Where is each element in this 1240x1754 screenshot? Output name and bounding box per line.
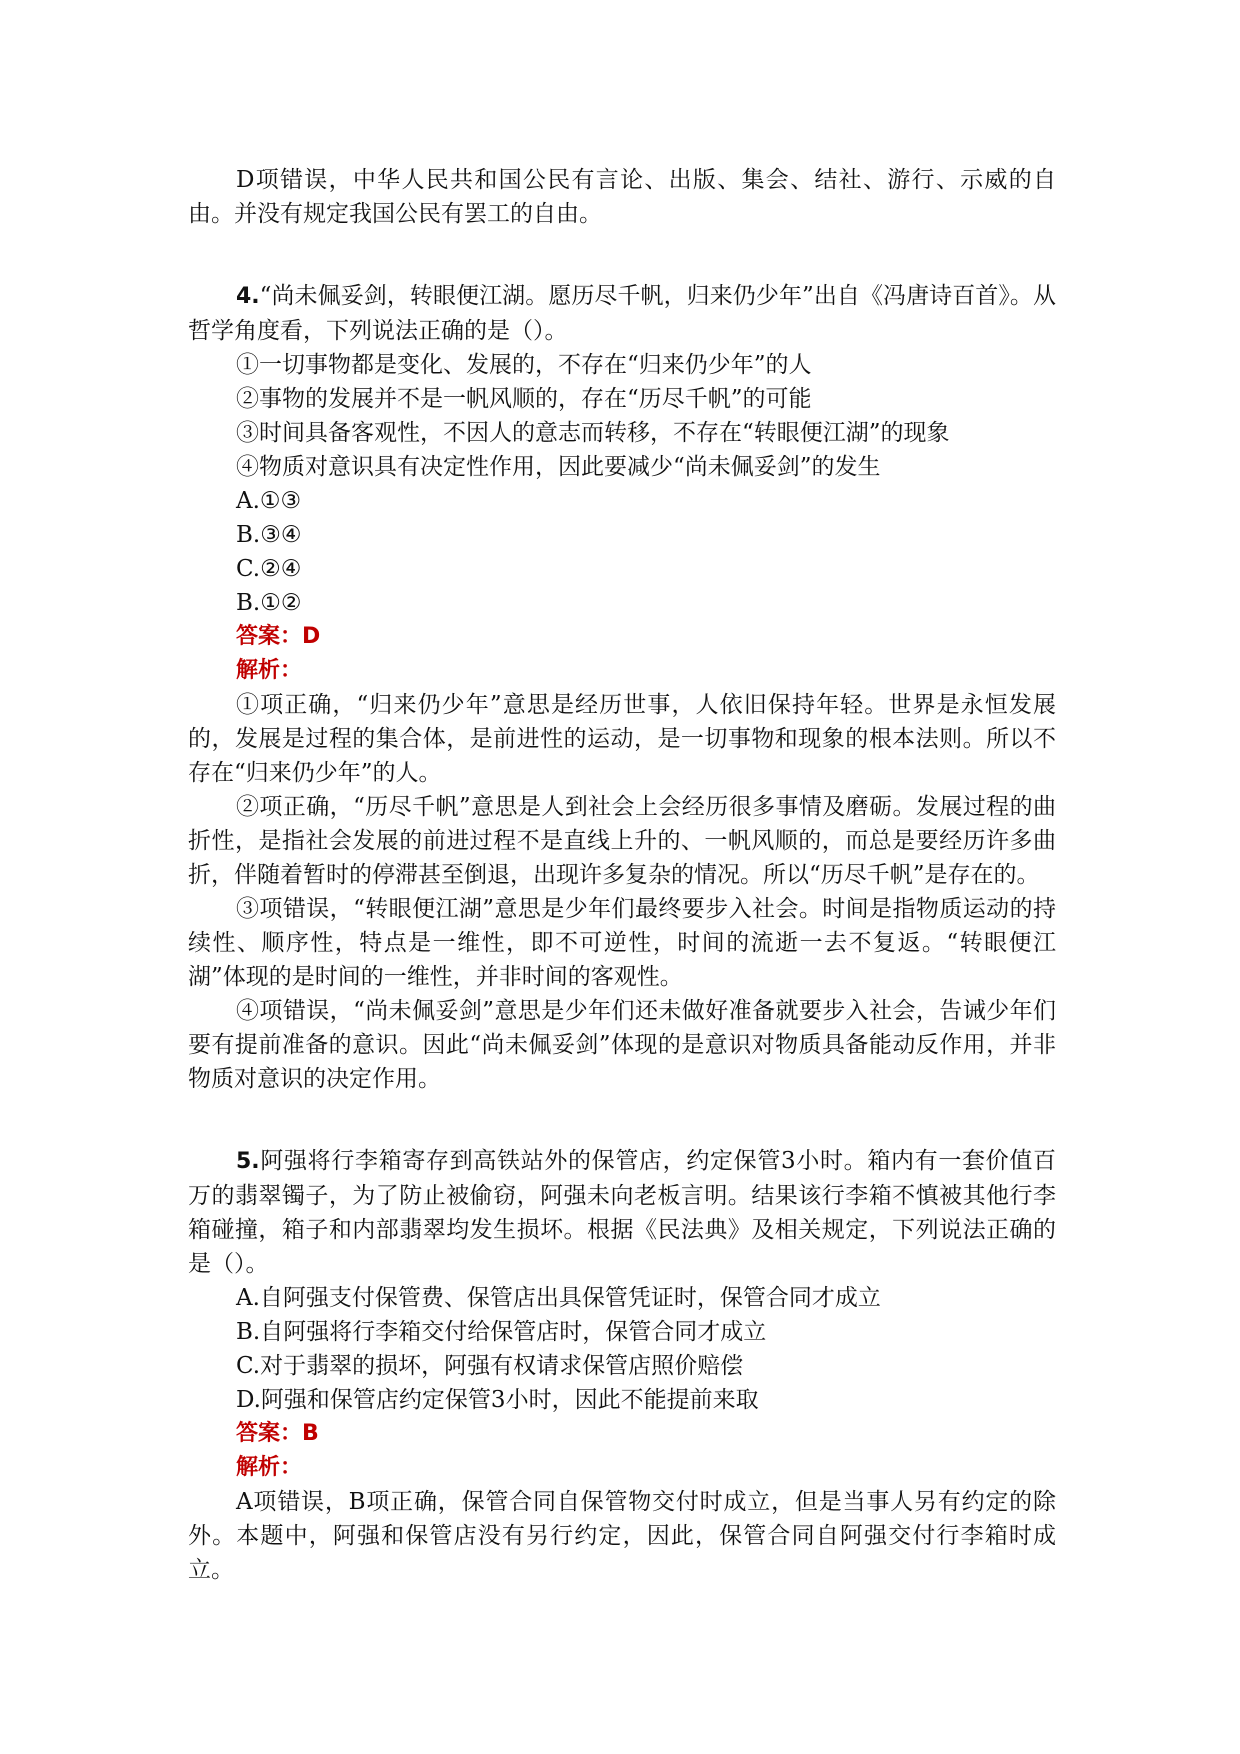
option: A.①③ <box>236 488 302 514</box>
question-4-number: 4. <box>236 284 260 309</box>
option: B.③④ <box>236 522 302 548</box>
analysis-paragraph: ④项错误，“尚未佩妥剑”意思是少年们还未做好准备就要步入社会，告诫少年们要有提前准备的意识。因此“尚未佩妥剑”体现的是意识对物质具备能动反作用，并非物质对意识的决定作用。 <box>188 998 1056 1092</box>
question-5-number: 5. <box>236 1149 260 1174</box>
analysis-paragraph: ③项错误，“转眼便江湖”意思是少年们最终要步入社会。时间是指物质运动的持续性、顺序性，特点是一维性，即不可逆性，时间的流逝一去不复返。“转眼便江湖”体现的是时间的一维性，并非时间的客观性。 <box>188 896 1056 990</box>
question-5-text: 阿强将行李箱寄存到高铁站外的保管店，约定保管3小时。箱内有一套价值百万的翡翠镯子，为了防止被偷窃，阿强未向老板言明。结果该行李箱不慎被其他行李箱碰撞，箱子和内部翡翠均发生损坏。根据《民法典》及相关规定，下列说法正确的是（）。 <box>188 1148 1056 1277</box>
option: B.自阿强将行李箱交付给保管店时，保管合同才成立 <box>236 1319 767 1345</box>
option: A.自阿强支付保管费、保管店出具保管凭证时，保管合同才成立 <box>236 1285 881 1311</box>
option: D.阿强和保管店约定保管3小时，因此不能提前来取 <box>236 1387 759 1413</box>
question-4-stem <box>188 279 1056 348</box>
question-5 <box>188 1144 1056 1587</box>
question-4 <box>188 279 1056 1096</box>
answer-label: 答案：B <box>236 1421 319 1446</box>
statement: ①一切事物都是变化、发展的，不存在“归来仍少年”的人 <box>236 352 812 378</box>
statement: ④物质对意识具有决定性作用，因此要减少“尚未佩妥剑”的发生 <box>236 454 881 480</box>
prev-explanation: D项错误，中华人民共和国公民有言论、出版、集会、结社、游行、示威的自由。并没有规定我国公民有罢工的自由。 <box>188 167 1056 227</box>
analysis-paragraph: ①项正确，“归来仍少年”意思是经历世事，人依旧保持年轻。世界是永恒发展的，发展是过程的集合体，是前进性的运动，是一切事物和现象的根本法则。所以不存在“归来仍少年”的人。 <box>188 692 1056 786</box>
statement: ②事物的发展并不是一帆风顺的，存在“历尽千帆”的可能 <box>236 386 812 412</box>
question-5-stem <box>188 1144 1056 1281</box>
question-4-text: “尚未佩妥剑，转眼便江湖。愿历尽千帆，归来仍少年”出自《冯唐诗百首》。从哲学角度看，下列说法正确的是（）。 <box>188 283 1056 344</box>
answer-label: 答案：D <box>236 624 321 649</box>
analysis-label: 解析： <box>236 658 303 683</box>
option: C.对于翡翠的损坏，阿强有权请求保管店照价赔偿 <box>236 1353 744 1379</box>
option: B.①② <box>236 590 302 616</box>
document-page <box>188 163 1056 1587</box>
analysis-label: 解析： <box>236 1455 303 1480</box>
analysis-paragraph: ②项正确，“历尽千帆”意思是人到社会上会经历很多事情及磨砺。发展过程的曲折性，是指社会发展的前进过程不是直线上升的、一帆风顺的，而总是要经历许多曲折，伴随着暂时的停滞甚至倒退，出现许多复杂的情况。所以“历尽千帆”是存在的。 <box>188 794 1056 888</box>
statement: ③时间具备客观性，不因人的意志而转移，不存在“转眼便江湖”的现象 <box>236 420 950 446</box>
option: C.②④ <box>236 556 302 582</box>
analysis-paragraph: A项错误，B项正确，保管合同自保管物交付时成立，但是当事人另有约定的除外。本题中，阿强和保管店没有另行约定，因此，保管合同自阿强交付行李箱时成立。 <box>188 1489 1056 1583</box>
